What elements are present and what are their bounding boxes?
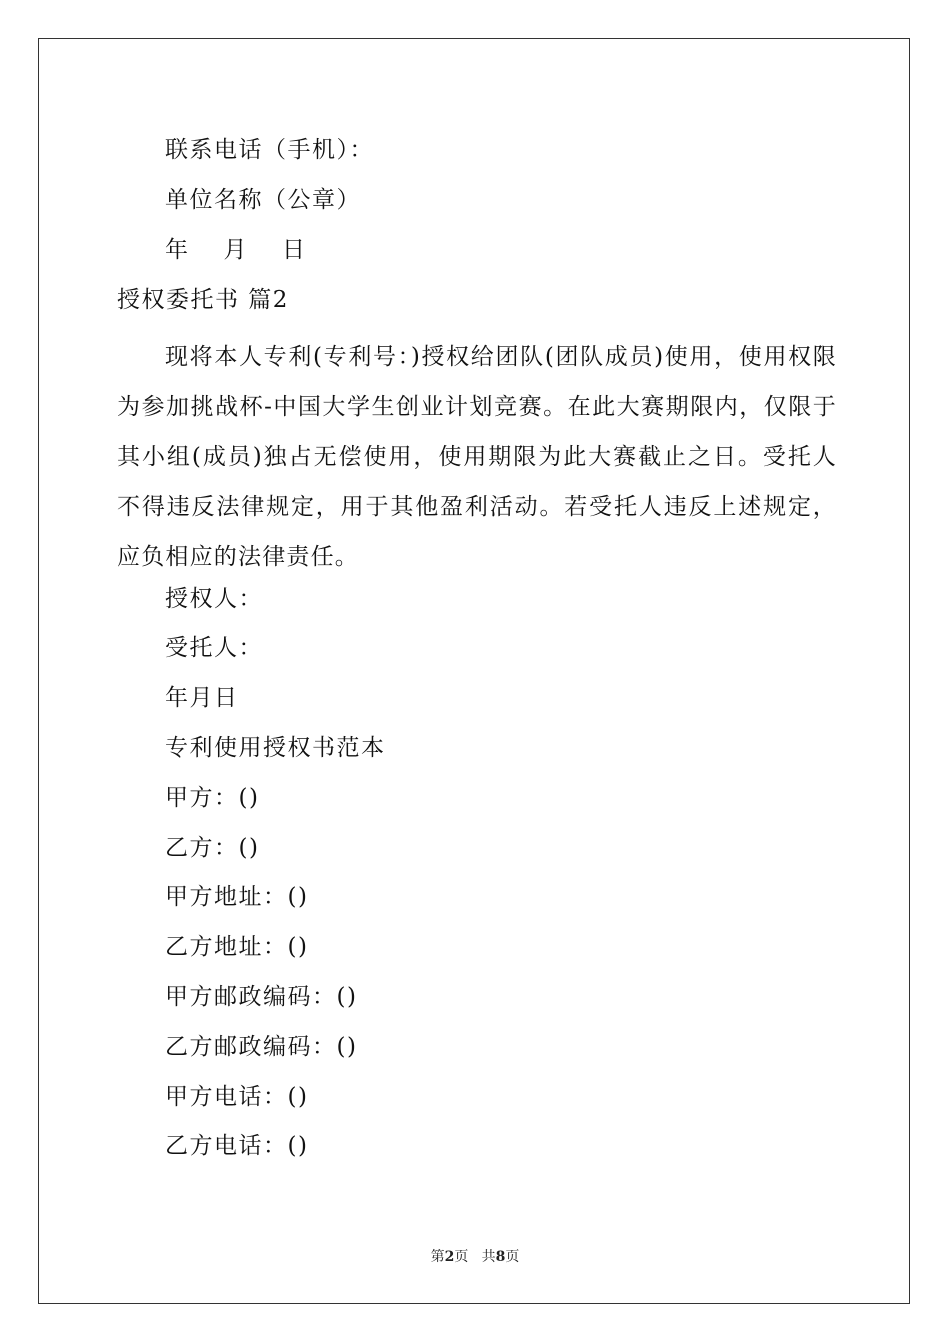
field-party-b: 乙方：()	[165, 835, 260, 861]
footer-page-suffix: 页	[454, 1249, 469, 1265]
field-party-b-postcode: 乙方邮政编码：()	[165, 1034, 358, 1060]
grantor-line: 授权人：	[165, 586, 263, 612]
footer-total-pages: 8	[495, 1249, 506, 1265]
field-party-a-postcode: 甲方邮政编码：()	[165, 984, 358, 1010]
unit-name-line: 单位名称（公章）	[165, 187, 361, 213]
field-party-b-phone: 乙方电话：()	[165, 1133, 309, 1159]
field-party-a: 甲方：()	[165, 785, 260, 811]
contact-phone-line: 联系电话（手机）：	[165, 137, 374, 163]
footer-total-prefix: 共	[481, 1249, 496, 1265]
main-paragraph: 现将本人专利(专利号：)授权给团队(团队成员)使用，使用权限为参加挑战杯-中国大学生创业计划竞赛。在此大赛期限内，仅限于其小组(成员)独占无偿使用，使用期限为此大赛截止之日。受托人不得违反法律规定，用于其他盈利活动。若受托人违反上述规定，应负相应的法律责任。	[117, 344, 837, 570]
footer-current-page: 2	[444, 1249, 455, 1265]
field-party-a-address: 甲方地址：()	[165, 884, 309, 910]
trustee-line: 受托人：	[165, 635, 263, 661]
template-title: 专利使用授权书范本	[165, 735, 386, 761]
field-party-a-phone: 甲方电话：()	[165, 1084, 309, 1110]
field-party-b-address: 乙方地址：()	[165, 934, 309, 960]
page-footer	[0, 1247, 950, 1267]
date-year: 年	[165, 237, 190, 263]
footer-total-suffix: 页	[505, 1249, 520, 1265]
page-border	[38, 38, 910, 1304]
date-line	[165, 235, 307, 265]
date-month: 月	[223, 237, 248, 263]
signature-date-line: 年月日	[165, 685, 239, 711]
footer-prefix: 第	[430, 1249, 445, 1265]
date-day: 日	[282, 237, 307, 263]
section-title: 授权委托书 篇2	[117, 287, 289, 313]
